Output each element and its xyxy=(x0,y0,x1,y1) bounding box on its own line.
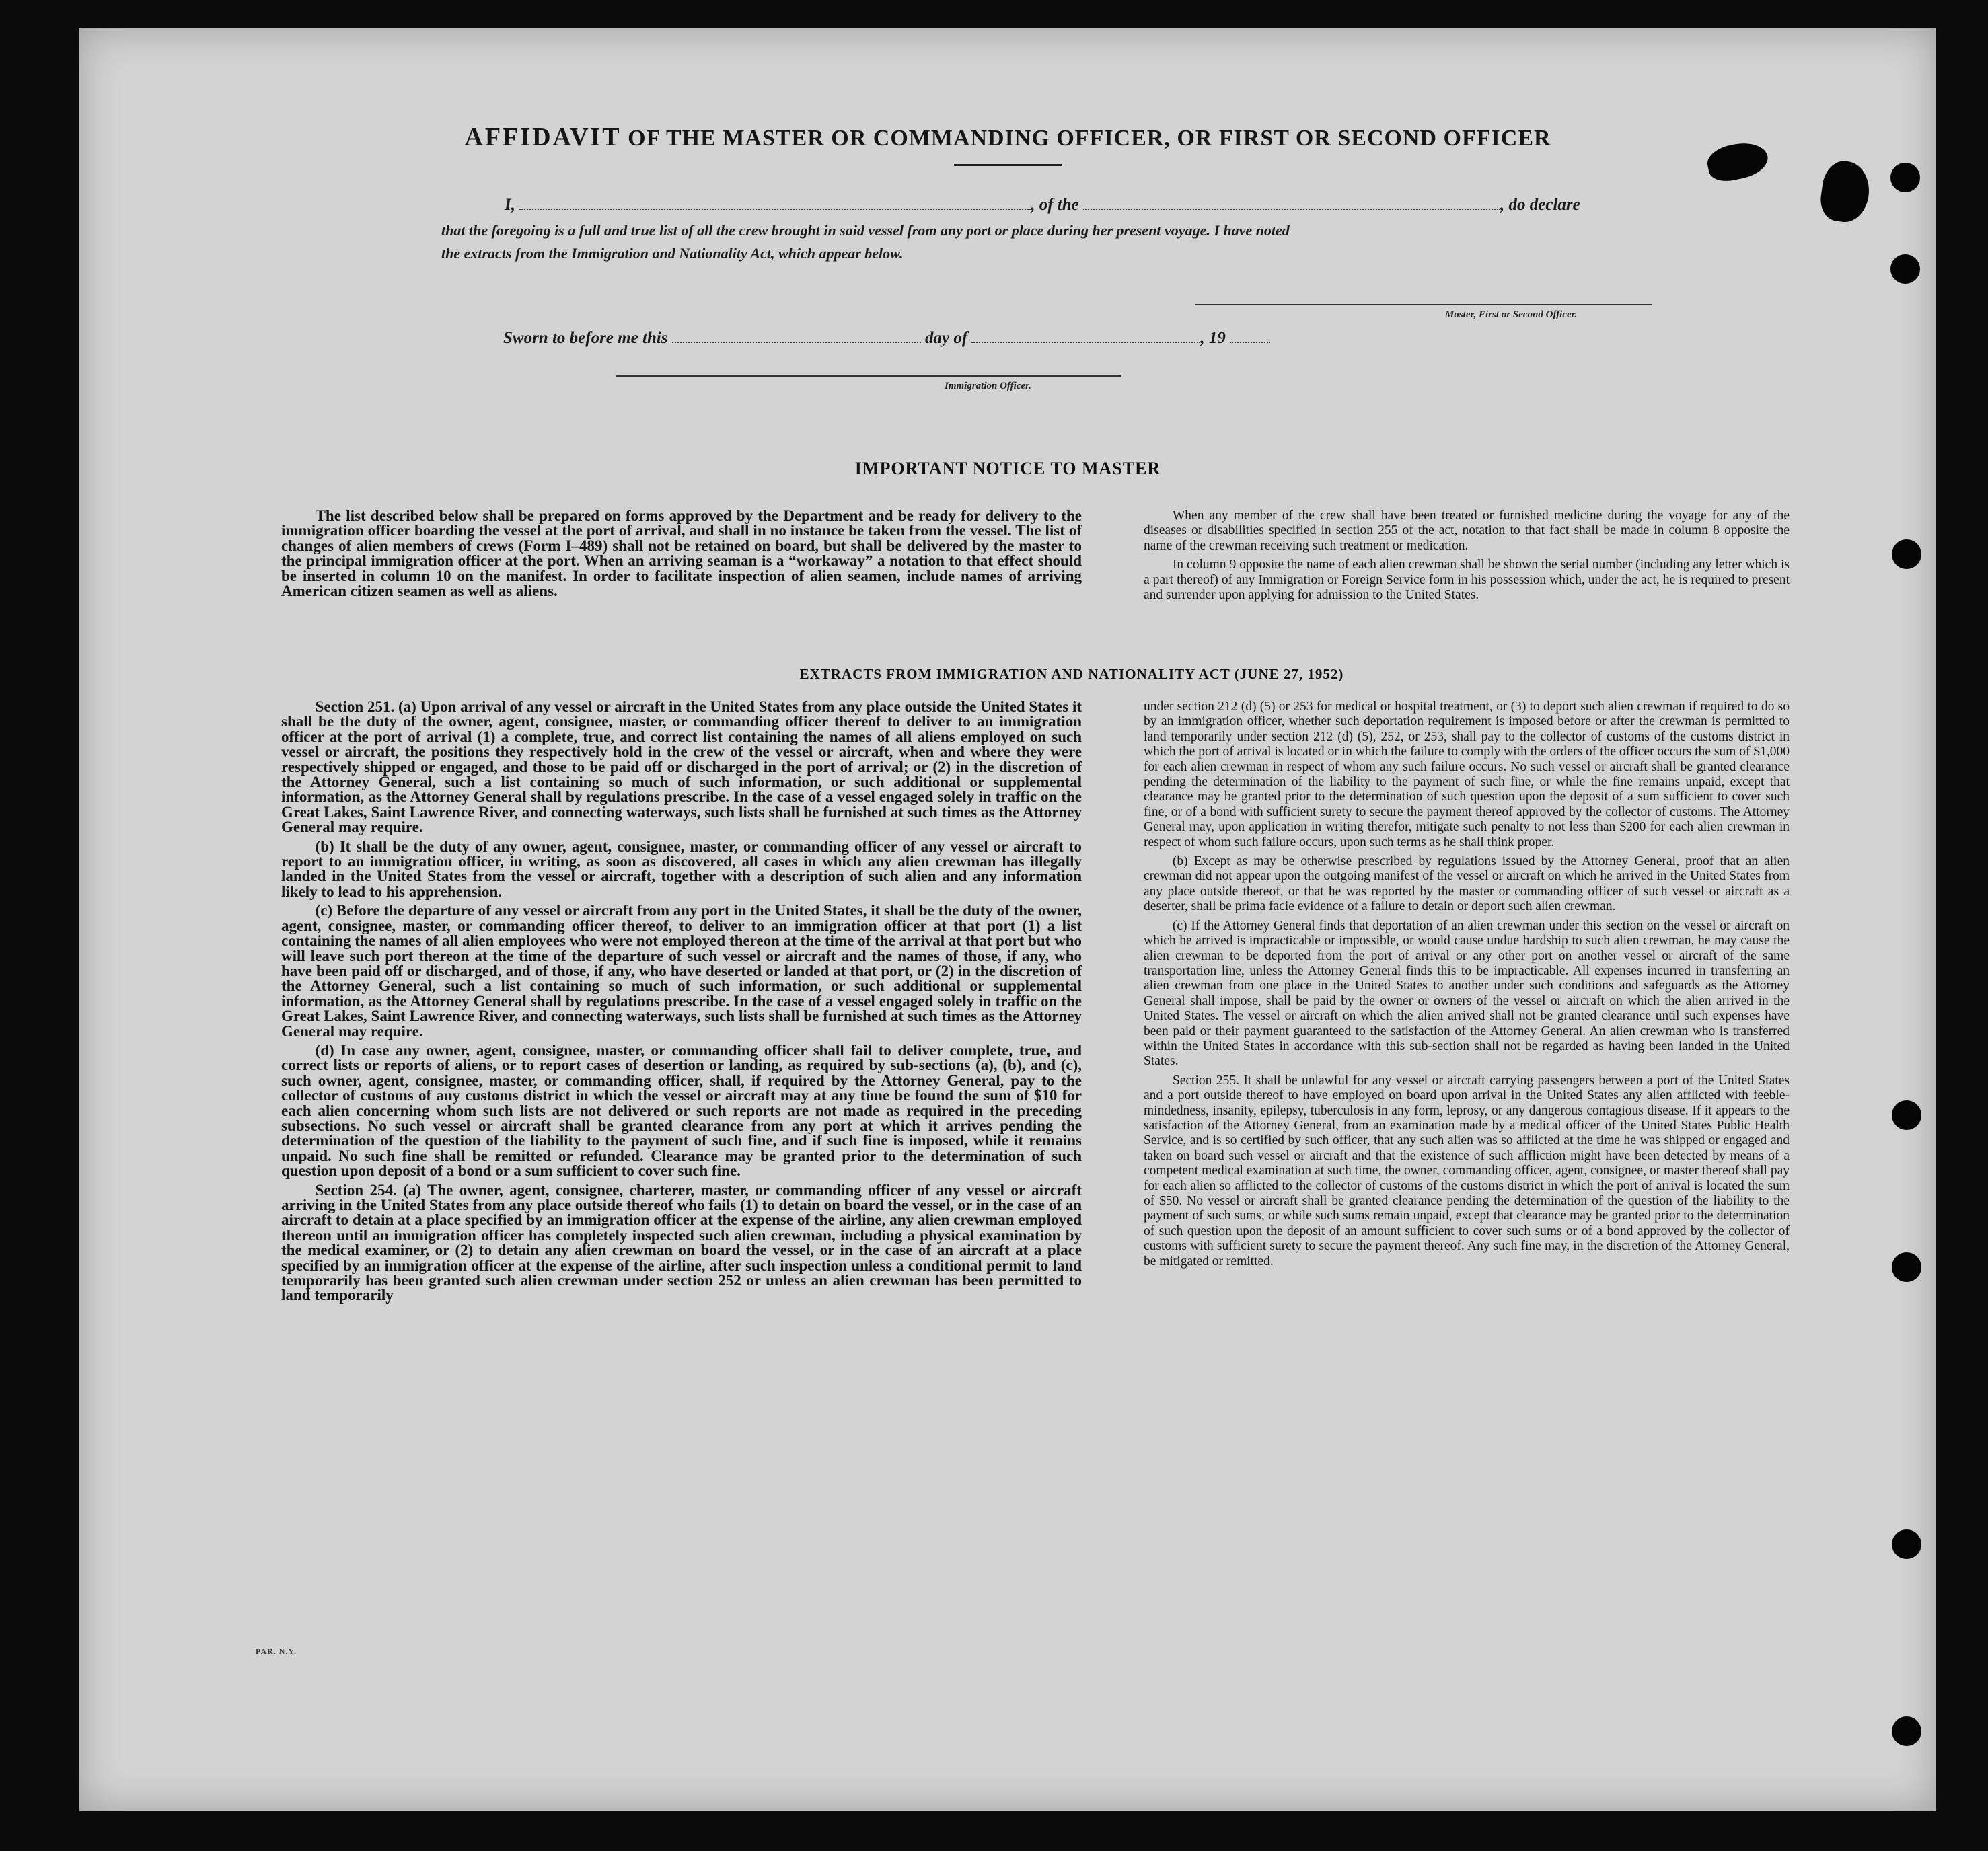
vessel-blank[interactable] xyxy=(1083,195,1500,210)
sworn-month-blank[interactable] xyxy=(971,328,1200,343)
affidavit-title xyxy=(79,122,1936,152)
year-label: , 19 xyxy=(1200,329,1226,347)
name-blank[interactable] xyxy=(519,195,1031,210)
notice-left-column xyxy=(281,508,1082,603)
extracts-left-column xyxy=(281,700,1082,1308)
master-signature-line[interactable] xyxy=(1195,304,1652,305)
punch-hole xyxy=(1892,1252,1921,1282)
day-of-label: day of xyxy=(924,329,968,347)
extracts-heading: EXTRACTS FROM IMMIGRATION AND NATIONALITY ACT (JUNE 27, 1952) xyxy=(799,666,1344,682)
document-page xyxy=(79,28,1936,1811)
title-rest: OF THE MASTER OR COMMANDING OFFICER, OR FIRST OR SECOND OFFICER xyxy=(628,126,1551,151)
sworn-day-blank[interactable] xyxy=(672,328,921,343)
extracts-right-column xyxy=(1144,700,1790,1273)
section-254a-continued: under section 212 (d) (5) or 253 for medical or hospital treatment, or (3) to deport such alien crewman if required to do so by an immigration officer, whether such deportation requirement is imposed before or after the crewman is permitted to land temporarily under section 212 (d) (5), 252, or 253, shall pay to the collector of customs of the customs district in which the port of arrival is located or in which the failure to comply with the orders of the officer occurs the sum of $1,000 for each alien crewman in respect of whom any such failure occurs. No such vessel or aircraft shall be granted clearance pending the determination of the liability to the payment of such fine, or while the fine remains unpaid, except that clearance may be granted prior to the determination of such question upon the deposit of a sum sufficient to cover such fine, or of a bond with sufficient surety to secure the payment thereof approved by the collector of customs. The Attorney General may, upon application in writing therefor, mitigate such penalty to not less than $200 for each alien crewman in respect of whom such failure occurs, upon such terms as he shall think proper. xyxy=(1144,700,1790,849)
section-251b: (b) It shall be the duty of any owner, agent, consignee, master, or commanding officer of any vessel or aircraft to report to an immigration officer, in writing, as soon as discovered, all cases in which any alien crewman has illegally landed in the United States from the vessel or aircraft, together with a description of such alien and any information likely to lead to his apprehension. xyxy=(281,837,1082,900)
section-251a: Section 251. (a) Upon arrival of any vessel or aircraft in the United States from any place outside the United States it shall be the duty of the owner, agent, consignee, master, or commanding officer thereof to deliver to an immigration officer at the port of arrival (1) a complete, true, and correct list containing the names of all aliens employed on such vessel or aircraft, the positions they respectively hold in the crew of the vessel or aircraft, when and where they were respectively shipped or engaged, and those to be paid off or discharged in the port of arrival; or (2) in the discretion of the Attorney General, such a list containing so much of such information, or such additional or supplemental information, as the Attorney General shall by regulations prescribe. In the case of a vessel engaged solely in traffic on the Great Lakes, Saint Lawrence River, and connecting waterways, such lists shall be furnished at such times as the Attorney General may require. xyxy=(281,698,1082,836)
notice-heading: IMPORTANT NOTICE TO MASTER xyxy=(854,459,1161,478)
section-251c: (c) Before the departure of any vessel or aircraft from any port in the United States, it shall be the duty of the owner, agent, consignee, master, or commanding officer thereof, to deliver to an immigration officer at that port (1) a list containing the names of all alien employees who were not employed thereon at the time of the arrival at that port but who will leave such port thereon at the time of the departure of such vessel or aircraft and the names of those, if any, who have been paid off or discharged, and of those, if any, who have deserted or landed at that port, or (2) in the discretion of the Attorney General, such a list containing so much of such information, or such additional or supplemental information, as the Attorney General shall by regulations prescribe. In the case of a vessel engaged solely in traffic on the Great Lakes, Saint Lawrence River, and connecting waterways, such lists shall be furnished at such times as the Attorney General may require. xyxy=(281,902,1082,1040)
ink-blot xyxy=(1818,159,1873,225)
punch-hole xyxy=(1892,1529,1921,1559)
title-affidavit-word: AFFIDAVIT xyxy=(464,123,622,151)
printer-mark: PAR. N.Y. xyxy=(256,1647,297,1656)
affidavit-header xyxy=(79,122,1936,166)
notice-right-p1: When any member of the crew shall have been treated or furnished medicine during the voyage for any of the diseases or disabilities specified in section 255 of the act, notation to that fact shall be made in column 8 opposite the name of the crewman receiving such treatment or medication. xyxy=(1144,508,1790,553)
master-caption: Master, First or Second Officer. xyxy=(1445,309,1578,320)
do-declare-label: , do declare xyxy=(1500,196,1580,214)
sworn-line xyxy=(503,328,1270,348)
notice-left-text: The list described below shall be prepared on forms approved by the Department and be ready for delivery to the immigration officer boarding the vessel at the port of arrival, and shall in no instance be taken from the vessel. The list of changes of alien members of crews (Form I–489) shall not be retained on board, but shall be delivered by the master to the principal immigration officer at the port. When an arriving seaman is a “workaway” a notation to that effect should be inserted in column 10 on the manifest. In order to facilitate inspection of alien seamen, include names of arriving American citizen seamen as well as aliens. xyxy=(281,507,1082,600)
punch-hole xyxy=(1892,539,1921,569)
sworn-label: Sworn to before me this xyxy=(503,329,668,347)
punch-hole xyxy=(1890,163,1920,192)
section-254a: Section 254. (a) The owner, agent, consignee, charterer, master, or commanding officer of any vessel or aircraft arriving in the United States from any place outside thereof who fails (1) to detain on board the vessel, or in the case of an aircraft to detain at a place specified by an immigration officer at the expense of the airline, any alien crewman employed thereon until an immigration officer has completely inspected such alien crewman, including a physical examination by the medical examiner, or (2) to detain any alien crewman on board the vessel, or in the case of an aircraft at a place specified by an immigration officer at the expense of the airline, after such inspection unless a conditional permit to land temporarily has been granted such alien crewman under section 252 or unless an alien crewman has been permitted to land temporarily xyxy=(281,1181,1082,1304)
notice-right-p2: In column 9 opposite the name of each alien crewman shall be shown the serial number (including any letter which is a part thereof) of any Immigration or Foreign Service form in his possession which, under the act, he is required to present and surrender upon applying for admission to the United States. xyxy=(1144,558,1790,603)
section-254c: (c) If the Attorney General finds that deportation of an alien crewman under this section on the vessel or aircraft on which he arrived is impracticable or impossible, or would cause undue hardship to such alien crewman, he may cause the alien crewman to be deported from the port of arrival or any other port on another vessel or aircraft of the same transportation line, unless the Attorney General finds this to be impracticable. All expenses incurred in transferring an alien crewman from one place in the United States to another under such conditions and safeguards as the Attorney General shall impose, shall be paid by the owner or owners of the vessel or aircraft on which the alien arrived in the United States. The vessel or aircraft on which the alien arrived shall not be granted clearance until such expenses have been paid or their payment guaranteed to the satisfaction of the Attorney General. An alien crewman who is transferred within the United States in accordance with this sub-section shall not be regarded as having been landed in the United States. xyxy=(1144,918,1790,1069)
section-251d: (d) In case any owner, agent, consignee, master, or commanding officer shall fail to deliver complete, true, and correct lists or reports of aliens, or to report cases of desertion or landing, as required by sub-sections (a), (b), and (c), such owner, agent, consignee, master, or commanding officer, shall, if required by the Attorney General, pay to the collector of customs of any customs district in which the vessel or aircraft may at any time be found the sum of $10 for each alien concerning whom such lists are not delivered or such reports are not made as required in the preceding subsections. No such vessel or aircraft shall be granted clearance from any port at which it arrives pending the determination of the question of the liability to the payment of such fine, and if such fine is imposed, while it remains unpaid. No such fine shall be remitted or refunded. Clearance may be granted prior to the determination of such question upon deposit of a bond or a sum sufficient to cover such fine. xyxy=(281,1041,1082,1180)
immigration-signature-line[interactable] xyxy=(616,375,1121,377)
punch-hole xyxy=(1890,254,1920,284)
section-255: Section 255. It shall be unlawful for any vessel or aircraft carrying passengers between a port of the United States and a port outside thereof to have employed on board upon arrival in the United States any alien afflicted with feeble-mindedness, insanity, epilepsy, tuberculosis in any form, leprosy, or any dangerous contagious disease. If it appears to the satisfaction of the Attorney General, from an examination made by a medical officer of the United States Public Health Service, and is so certified by such officer, that any such alien was so afflicted at the time he was shipped or engaged and taken on board such vessel or aircraft and that the existence of such affliction might have been detected by means of a competent medical examination at such time, the owner, commanding officer, agent, consignee, or master thereof shall pay for each alien so afflicted to the collector of customs of the customs district in which the port of arrival is located the sum of $50. No vessel or aircraft shall be granted clearance pending the determination of the question of the liability to the payment of such sums, or while such sums remain unpaid, except that clearance may be granted prior to the determination of such question upon the deposit of an amount sufficient to cover such sums or of a bond approved by the collector of customs with sufficient surety to secure the payment thereof. Any such fine may, in the discretion of the Attorney General, be mitigated or remitted. xyxy=(1144,1073,1790,1269)
statement-line-2: the extracts from the Immigration and Nationality Act, which appear below. xyxy=(441,245,904,262)
year-blank[interactable] xyxy=(1230,328,1270,343)
immigration-caption: Immigration Officer. xyxy=(945,381,1031,391)
notice-right-column xyxy=(1144,508,1790,607)
of-the-label: , of the xyxy=(1031,196,1079,214)
section-254b: (b) Except as may be otherwise prescribed by regulations issued by the Attorney General, proof that an alien crewman did not appear upon the outgoing manifest of the vessel or aircraft on which he arrived in the United States from any place outside thereof, or that he was reported by the master or commanding officer of such vessel or aircraft as a deserter, shall be prima facie evidence of a failure to detain or deport such alien crewman. xyxy=(1144,854,1790,914)
declaration-line xyxy=(505,195,1580,215)
statement-line-1: that the foregoing is a full and true list of all the crew brought in said vessel from any port or place during her present voyage. I have noted xyxy=(441,222,1290,239)
punch-hole xyxy=(1892,1100,1921,1130)
punch-hole xyxy=(1892,1716,1921,1746)
title-rule xyxy=(954,164,1062,166)
i-label: I, xyxy=(505,196,515,214)
